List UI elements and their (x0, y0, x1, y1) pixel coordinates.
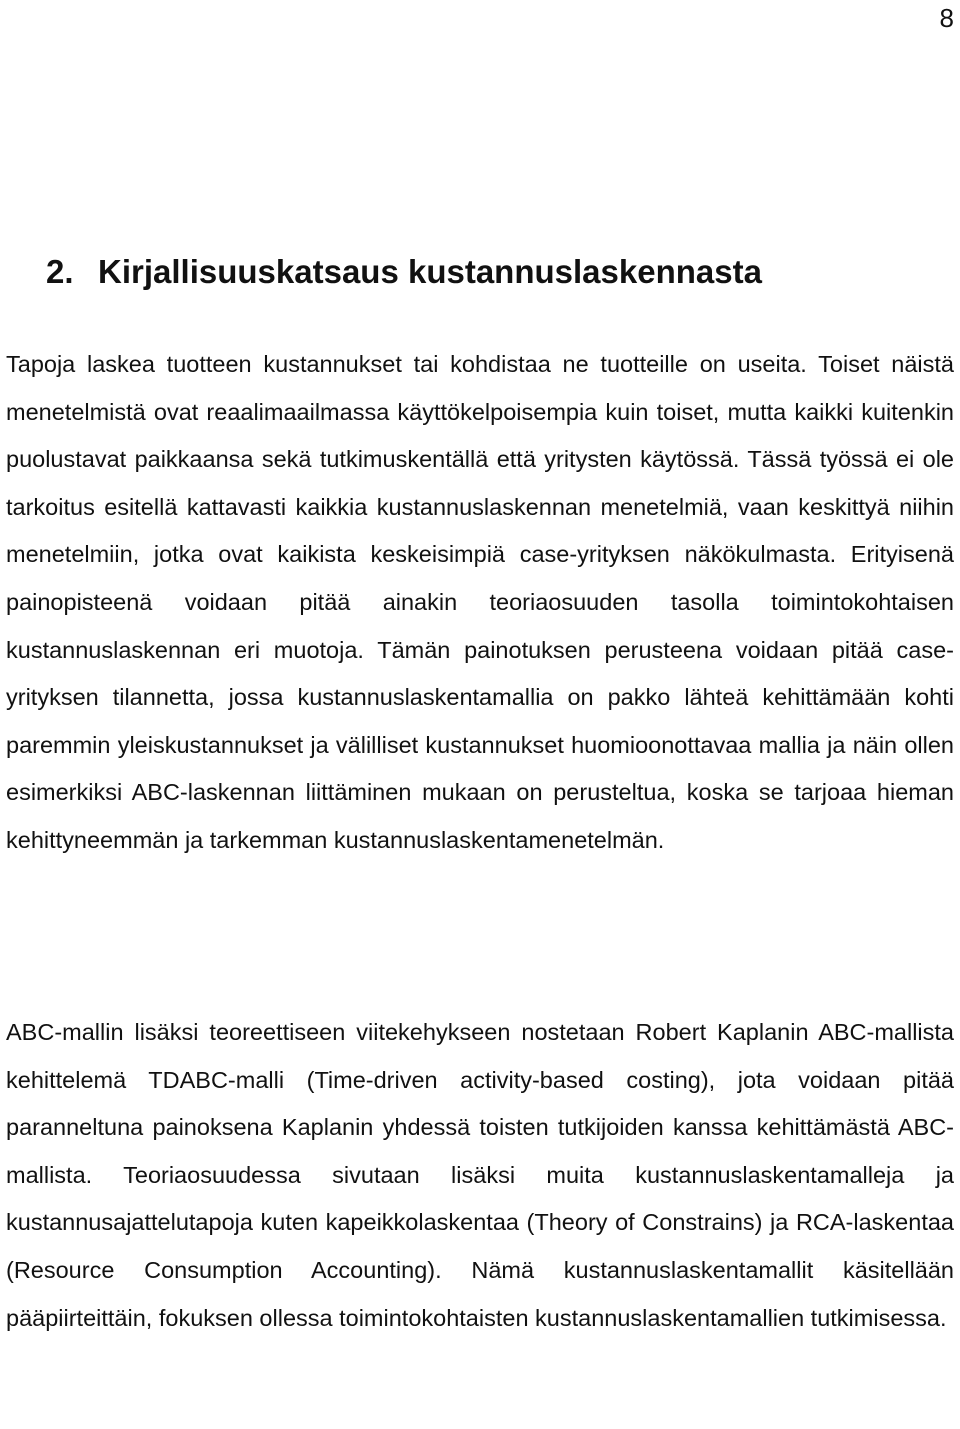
paragraph-frameworks: ABC-mallin lisäksi teoreettiseen viitekehykseen nostetaan Robert Kaplanin ABC-mallista kehittelemä TDABC-malli (Time-driven activity-based costing), jota voidaan pitää paranneltuna painoksena Kaplanin yhdessä toisten tutkijoiden kanssa kehittämästä ABC-mallista. Teoriaosuudessa sivutaan lisäksi muita kustannuslaskentamalleja ja kustannusajattelutapoja kuten kapeikkolaskentaa (Theory of Constrains) ja RCA-laskentaa (Resource Consumption Accounting). Nämä kustannuslaskentamallit käsitellään pääpiirteittäin, fokuksen ollessa toimintokohtaisten kustannuslaskentamallien tutkimisessa. (6, 1019, 954, 1331)
section-number: 2. (46, 253, 74, 290)
paragraph-intro: Tapoja laskea tuotteen kustannukset tai kohdistaa ne tuotteille on useita. Toiset näistä menetelmistä ovat reaalimaailmassa käyttökelpoisempia kuin toiset, mutta kaikki kuitenkin puolustavat paikkaansa sekä tutkimuskentällä että yritysten käytössä. Tässä työssä ei ole tarkoitus esitellä kattavasti kaikkia kustannuslaskennan menetelmiä, vaan keskittyä niihin menetelmiin, jotka ovat kaikista keskeisimpiä case-yrityksen näkökulmasta. Erityisenä painopisteenä voidaan pitää ainakin teoriaosuuden tasolla toimintokohtaisen kustannuslaskennan eri muotoja. Tämän painotuksen perusteena voidaan pitää case-yrityksen tilannetta, jossa kustannuslaskentamallia on pakko lähteä kehittämään kohti paremmin yleiskustannukset ja välilliset kustannukset huomioonottavaa mallia ja näin ollen esimerkiksi ABC-laskennan liittäminen mukaan on perusteltua, koska se tarjoaa hieman kehittyneemmän ja tarkemman kustannuslaskentamenetelmän. (6, 351, 954, 853)
section-title: Kirjallisuuskatsaus kustannuslaskennasta (98, 253, 762, 290)
page-number: 8 (939, 3, 954, 33)
section-heading (46, 250, 762, 294)
